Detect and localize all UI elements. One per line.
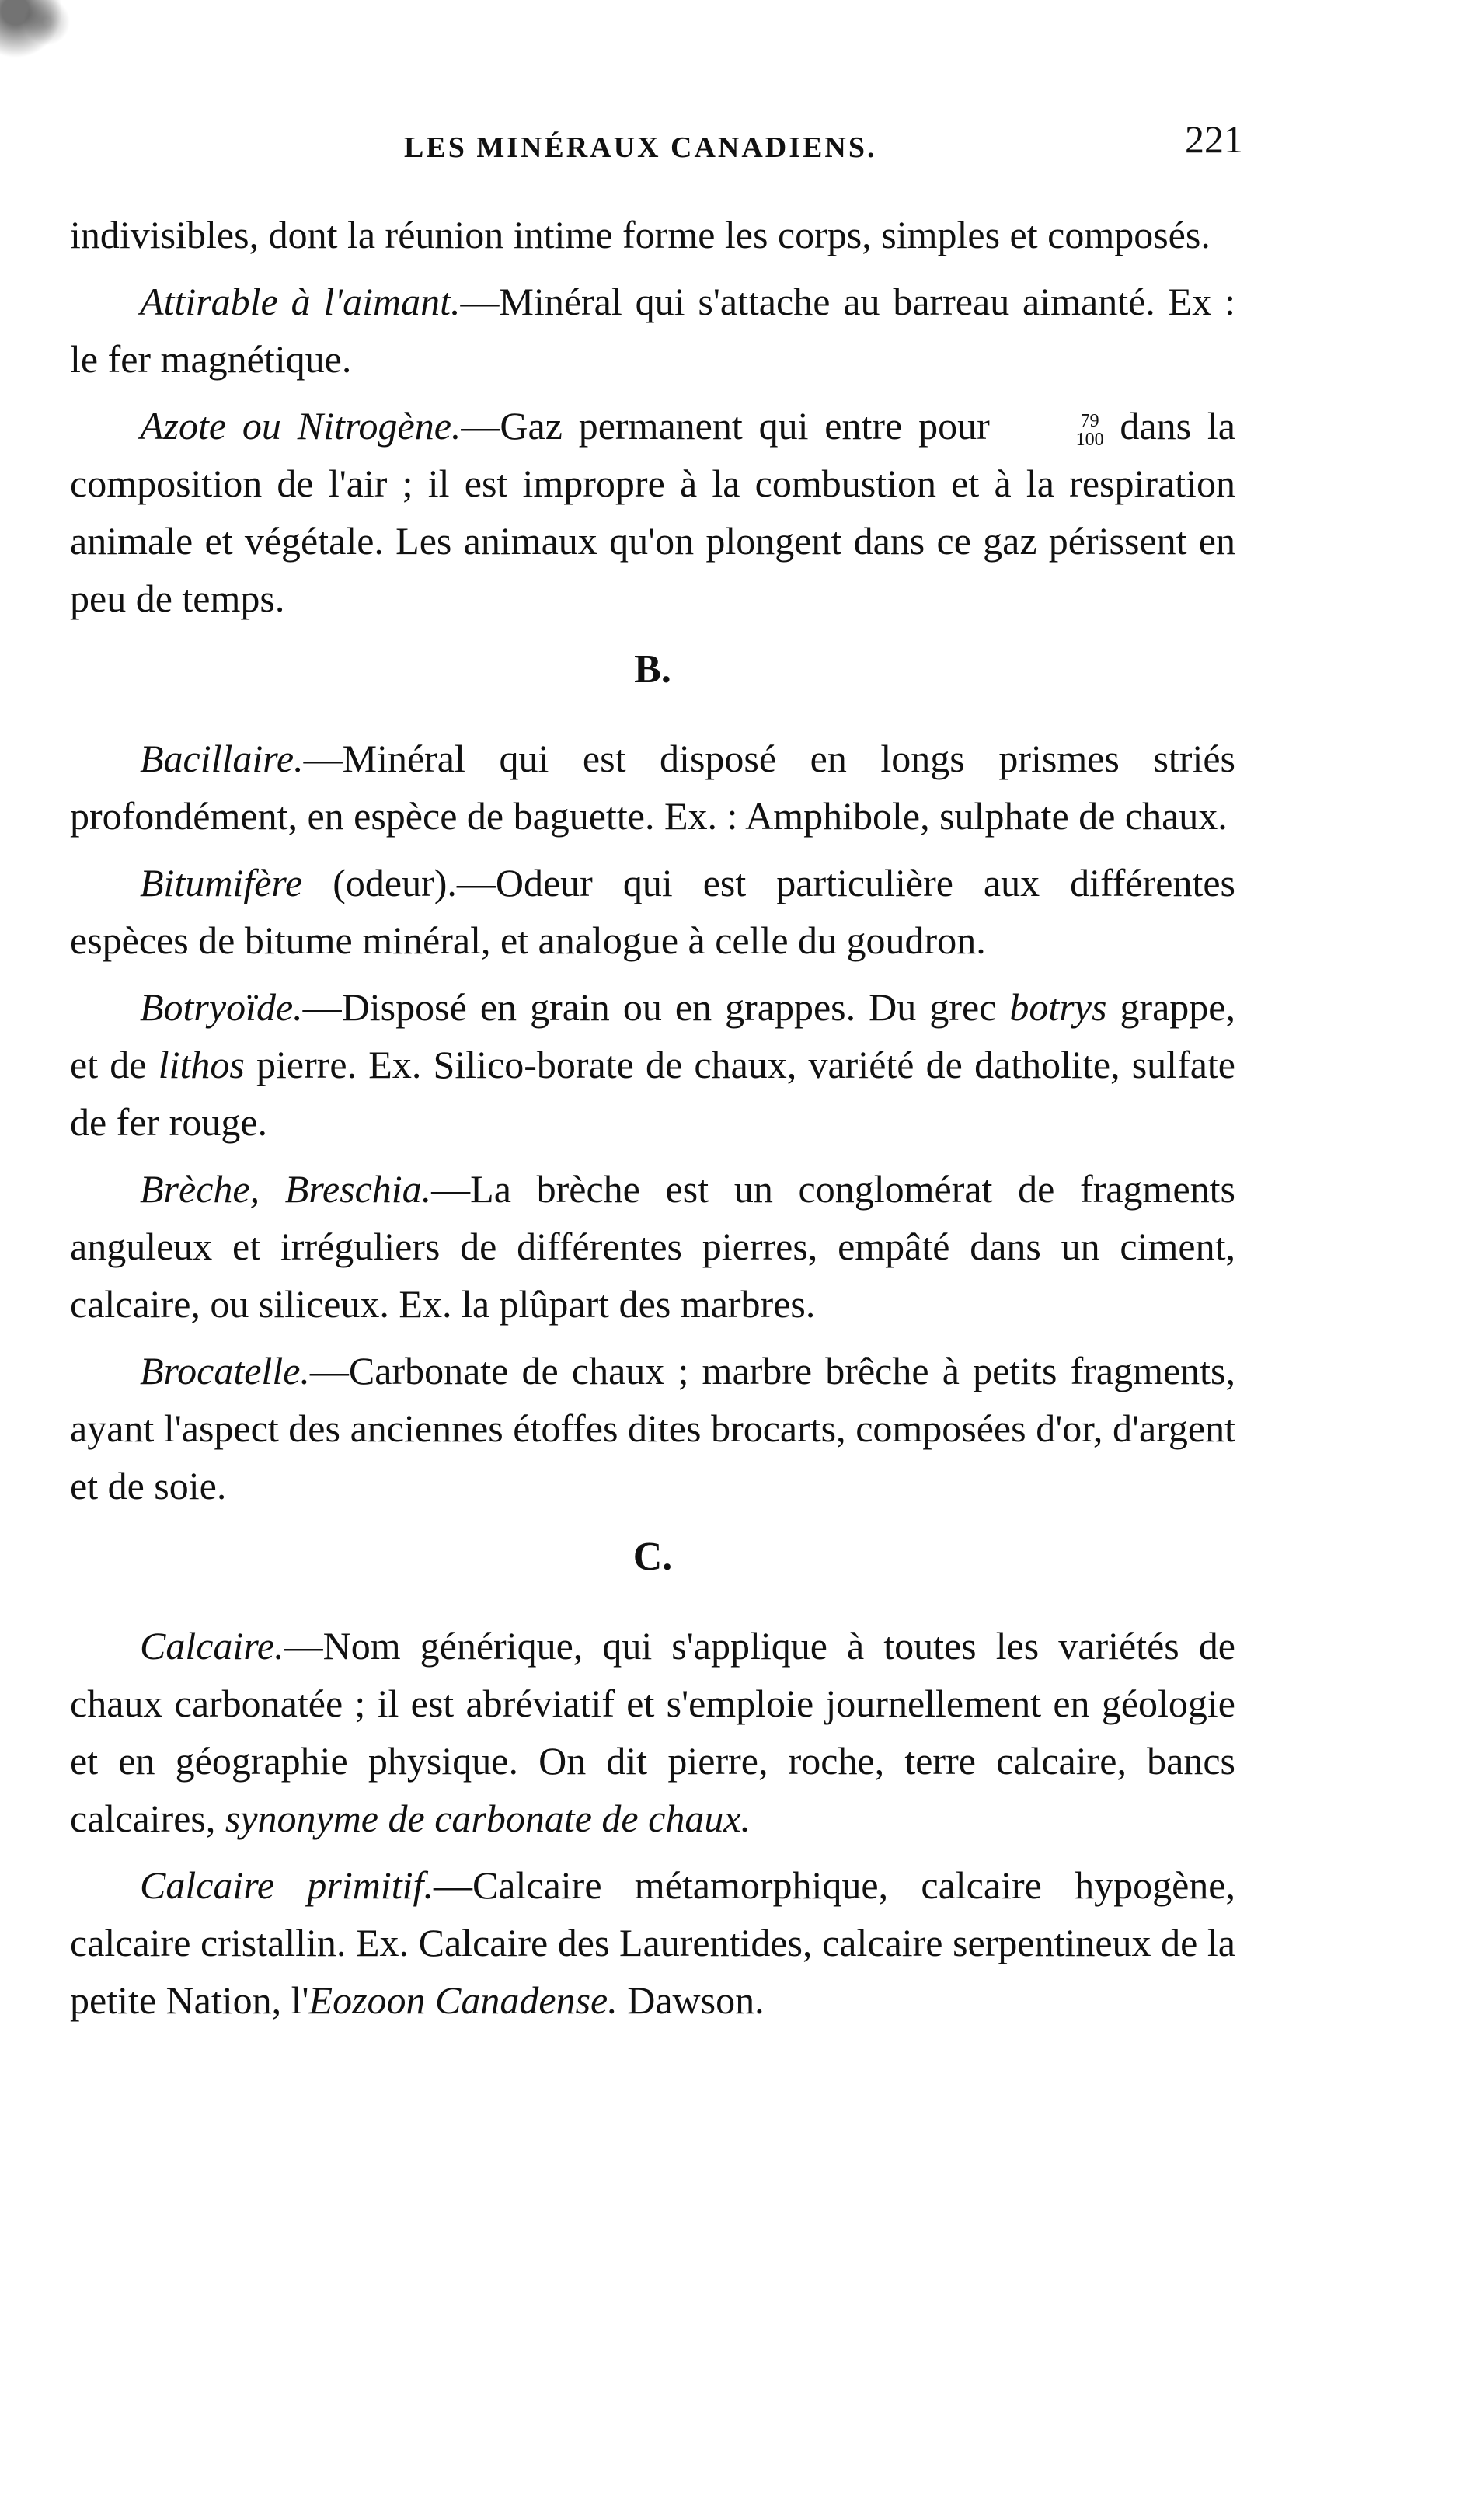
entry-breche	[70, 1160, 1235, 1333]
entry-term: Azote ou Nitrogène.	[140, 404, 462, 448]
entry-calcaire-primitif	[70, 1856, 1235, 2029]
scan-speckle	[0, 0, 155, 109]
page-header	[404, 117, 1243, 171]
entry-term: Brèche, Breschia.	[140, 1167, 432, 1211]
entry-bacillaire	[70, 730, 1235, 845]
entry-text: pierre. Ex. Silico-borate de chaux, variété de datholite, sulfate de fer rouge.	[70, 1043, 1235, 1144]
entry-text: grappe, et de	[70, 985, 1235, 1086]
entry-calcaire	[70, 1617, 1235, 1847]
fraction	[1006, 412, 1104, 449]
entry-azote	[70, 397, 1235, 627]
entry-text: —Minéral qui est disposé en longs prismes striés profondément, en espèce de baguette. Ex. : Amphibole, sulphate de chaux.	[70, 737, 1235, 838]
fraction-numerator: 79	[1080, 410, 1099, 431]
entry-text: —Calcaire métamorphique, calcaire hypogène, calcaire cristallin. Ex. Calcaire des Laurentides, calcaire serpentineux de la petite Nation, l'	[70, 1863, 1235, 2022]
section-letter-c: C.	[632, 1535, 673, 1579]
entry-term: Brocatelle.	[140, 1349, 310, 1392]
entry-brocatelle	[70, 1342, 1235, 1514]
entry-text: —Carbonate de chaux ; marbre brêche à petits fragments, ayant l'aspect des anciennes étoffes dites brocarts, composées d'or, d'argent et de soie.	[70, 1349, 1235, 1507]
section-letter-b: B.	[634, 647, 671, 692]
entry-term: Bitumifère	[140, 861, 303, 904]
entry-text: —Minéral qui s'attache au barreau aimanté. Ex : le fer magnétique.	[70, 280, 1235, 381]
entry-attirable	[70, 273, 1235, 388]
entry-text: —Gaz permanent qui entre pour	[461, 404, 990, 448]
entry-botryoide	[70, 978, 1235, 1151]
entry-italic: synonyme de carbonate de chaux.	[225, 1797, 751, 1840]
fraction-denominator: 100	[1075, 429, 1104, 450]
entry-text: Dawson.	[617, 1978, 765, 2022]
entry-bitumifere	[70, 854, 1235, 969]
entry-continuation	[70, 206, 1235, 263]
entry-term: Calcaire primitif.	[140, 1863, 434, 1907]
entry-term: Bacillaire.	[140, 737, 304, 780]
entry-term: Attirable à l'aimant.	[140, 280, 461, 323]
entry-italic: lithos	[158, 1043, 245, 1086]
entry-text-continued: dans la composition de l'air ; il est impropre à la combustion et à la respiration animale et végétale. Les animaux qu'on plongent dans ce gaz périssent en peu de temps.	[70, 404, 1235, 620]
page-number: 221	[1185, 117, 1243, 161]
running-title: LES MINÉRAUX CANADIENS.	[404, 131, 877, 164]
entry-text: —Disposé en grain ou en grappes. Du grec	[302, 985, 1010, 1029]
entry-term: Botryoïde.	[140, 985, 303, 1029]
entry-text: (odeur).—Odeur qui est particulière aux différentes espèces de bitume minéral, et analogue à celle du goudron.	[70, 861, 1235, 962]
entry-italic: botrys	[1009, 985, 1107, 1029]
page-body	[70, 206, 1235, 2038]
entry-text: —La brèche est un conglomérat de fragments anguleux et irréguliers de différentes pierres, empâté dans un ciment, calcaire, ou siliceux. Ex. la plûpart des marbres.	[70, 1167, 1235, 1326]
entry-text: —Nom générique, qui s'applique à toutes les variétés de chaux carbonatée ; il est abréviatif et s'emploie journellement en géologie et en géographie physique. On dit pierre, roche, terre calcaire, bancs calcaires,	[70, 1624, 1235, 1840]
entry-term: Calcaire.	[140, 1624, 284, 1668]
entry-italic: Eozoon Canadense.	[308, 1978, 618, 2022]
entry-text: indivisibles, dont la réunion intime forme les corps, simples et composés.	[70, 213, 1211, 256]
